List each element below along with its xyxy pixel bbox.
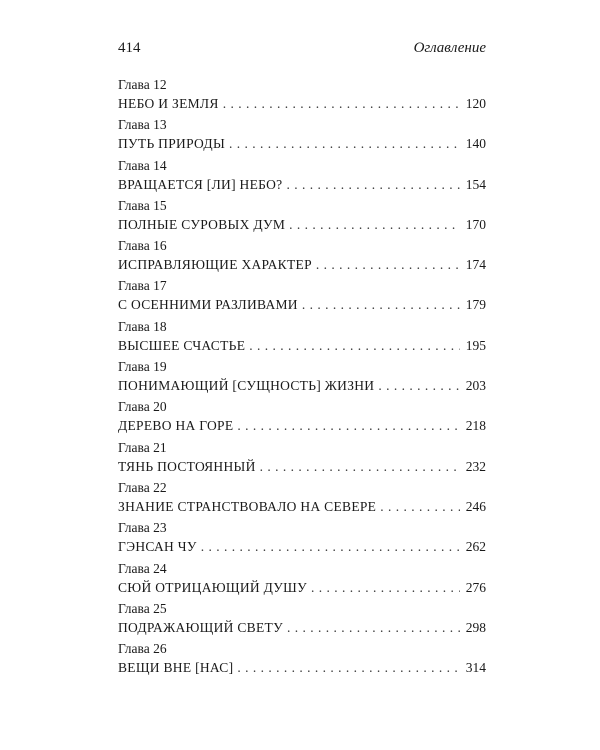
toc-entry xyxy=(118,358,486,398)
dot-leader xyxy=(380,497,460,517)
dot-leader xyxy=(286,175,459,195)
chapter-label: Глава 12 xyxy=(118,77,167,92)
chapter-label: Глава 18 xyxy=(118,318,167,334)
chapter-title: ВРАЩАЕТСЯ [ЛИ] НЕБО? xyxy=(118,176,283,192)
toc-entry xyxy=(118,600,486,640)
running-title: Оглавление xyxy=(413,40,486,56)
page-header xyxy=(118,40,486,62)
dot-leader xyxy=(223,94,460,114)
chapter-title: С ОСЕННИМИ РАЗЛИВАМИ xyxy=(118,297,298,313)
toc-line xyxy=(118,255,486,275)
chapter-page-number: 314 xyxy=(465,660,486,676)
chapter-label: Глава 22 xyxy=(118,479,167,495)
toc-line xyxy=(118,134,486,154)
chapter-page-number: 174 xyxy=(465,257,486,273)
chapter-label: Глава 26 xyxy=(118,641,167,657)
chapter-label: Глава 17 xyxy=(118,278,167,294)
chapter-title: НЕБО И ЗЕМЛЯ xyxy=(118,96,219,111)
chapter-title: СЮЙ ОТРИЦАЮЩИЙ ДУШУ xyxy=(118,579,307,595)
toc-entry xyxy=(118,76,486,116)
chapter-label: Глава 24 xyxy=(118,560,167,576)
toc-entry xyxy=(118,439,486,479)
toc-line xyxy=(118,175,486,195)
toc-line xyxy=(118,215,486,235)
table-of-contents xyxy=(118,76,486,680)
dot-leader xyxy=(249,336,460,356)
toc-line xyxy=(118,336,486,356)
toc-entry xyxy=(118,318,486,358)
chapter-label: Глава 23 xyxy=(118,520,167,536)
toc-line xyxy=(118,578,486,598)
toc-line xyxy=(118,658,486,678)
toc-entry xyxy=(118,560,486,600)
chapter-page-number: 276 xyxy=(465,579,486,595)
chapter-title: ИСПРАВЛЯЮЩИЕ ХАРАКТЕР xyxy=(118,257,312,273)
dot-leader xyxy=(229,134,460,154)
chapter-label: Глава 16 xyxy=(118,238,167,254)
chapter-page-number: 232 xyxy=(465,458,486,474)
chapter-page-number: 262 xyxy=(465,539,486,555)
dot-leader xyxy=(260,457,460,477)
chapter-page-number: 203 xyxy=(465,378,486,394)
chapter-title: ДЕРЕВО НА ГОРЕ xyxy=(118,418,234,434)
dot-leader xyxy=(287,618,460,638)
dot-leader xyxy=(289,215,460,235)
chapter-page-number: 218 xyxy=(465,418,486,434)
chapter-label: Глава 14 xyxy=(118,157,167,173)
chapter-label: Глава 19 xyxy=(118,359,167,375)
chapter-label: Глава 21 xyxy=(118,439,167,455)
chapter-label: Глава 20 xyxy=(118,399,167,415)
dot-leader xyxy=(378,376,459,396)
toc-entry xyxy=(118,479,486,519)
toc-line xyxy=(118,497,486,517)
toc-line xyxy=(118,416,486,436)
dot-leader xyxy=(201,537,460,557)
dot-leader xyxy=(316,255,460,275)
toc-entry xyxy=(118,157,486,197)
dot-leader xyxy=(237,658,459,678)
chapter-page-number: 120 xyxy=(465,96,486,111)
toc-line xyxy=(118,618,486,638)
toc-entry xyxy=(118,640,486,680)
chapter-title: ПОДРАЖАЮЩИЙ СВЕТУ xyxy=(118,619,283,635)
toc-entry xyxy=(118,116,486,156)
toc-entry xyxy=(118,277,486,317)
chapter-page-number: 140 xyxy=(465,136,486,152)
toc-line xyxy=(118,537,486,557)
toc-line xyxy=(118,457,486,477)
chapter-title: ПОЛНЫЕ СУРОВЫХ ДУМ xyxy=(118,216,286,232)
chapter-page-number: 246 xyxy=(465,498,486,514)
toc-entry xyxy=(118,237,486,277)
toc-line xyxy=(118,376,486,396)
toc-entry xyxy=(118,398,486,438)
chapter-title: ВЫСШЕЕ СЧАСТЬЕ xyxy=(118,337,246,353)
page-number: 414 xyxy=(118,40,141,56)
chapter-title: ПОНИМАЮЩИЙ [СУЩНОСТЬ] ЖИЗНИ xyxy=(118,378,375,394)
toc-entry xyxy=(118,519,486,559)
chapter-title: ПУТЬ ПРИРОДЫ xyxy=(118,136,226,152)
toc-entry xyxy=(118,197,486,237)
chapter-page-number: 195 xyxy=(465,337,486,353)
chapter-label: Глава 25 xyxy=(118,600,167,616)
toc-line xyxy=(118,295,486,315)
chapter-page-number: 154 xyxy=(465,176,486,192)
dot-leader xyxy=(237,416,459,436)
chapter-title: ВЕЩИ ВНЕ [НАС] xyxy=(118,660,234,676)
dot-leader xyxy=(302,295,460,315)
chapter-title: ГЭНСАН ЧУ xyxy=(118,539,197,555)
chapter-page-number: 298 xyxy=(465,619,486,635)
dot-leader xyxy=(311,578,460,598)
chapter-page-number: 170 xyxy=(465,216,486,232)
toc-line xyxy=(118,94,486,114)
chapter-page-number: 179 xyxy=(465,297,486,313)
chapter-title: ТЯНЬ ПОСТОЯННЫЙ xyxy=(118,458,256,474)
chapter-label: Глава 15 xyxy=(118,197,167,213)
chapter-label: Глава 13 xyxy=(118,117,167,133)
chapter-title: ЗНАНИЕ СТРАНСТВОВАЛО НА СЕВЕРЕ xyxy=(118,498,377,514)
